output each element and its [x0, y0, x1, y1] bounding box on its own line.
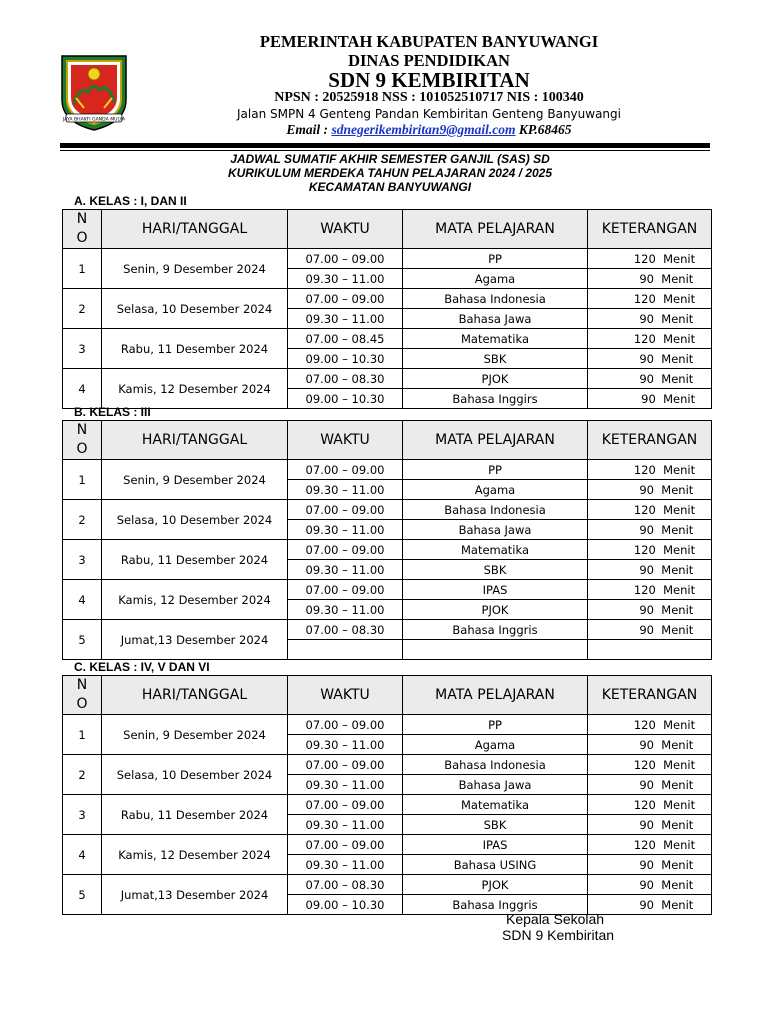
- cell-subject: Bahasa Inggirs: [403, 389, 588, 409]
- column-header-note: KETERANGAN: [588, 421, 712, 460]
- cell-subject: PP: [403, 460, 588, 480]
- cell-time: 07.00 – 09.00: [288, 460, 403, 480]
- cell-note: 90 Menit: [588, 875, 712, 895]
- cell-no: 1: [63, 715, 102, 755]
- cell-note: 90 Menit: [588, 600, 712, 620]
- cell-subject: Matematika: [403, 795, 588, 815]
- cell-subject: Bahasa Inggris: [403, 895, 588, 915]
- cell-note: 90 Menit: [588, 815, 712, 835]
- cell-time: 07.00 – 09.00: [288, 500, 403, 520]
- column-header-no: N O: [63, 210, 102, 249]
- cell-subject: IPAS: [403, 580, 588, 600]
- cell-no: 3: [63, 329, 102, 369]
- signature-school: SDN 9 Kembiritan: [502, 927, 615, 943]
- cell-note: 90 Menit: [588, 480, 712, 500]
- cell-note: 90 Menit: [588, 309, 712, 329]
- cell-time: 09.30 – 11.00: [288, 775, 403, 795]
- cell-subject: PJOK: [403, 369, 588, 389]
- cell-time: 07.00 – 09.00: [288, 835, 403, 855]
- cell-subject: PJOK: [403, 875, 588, 895]
- cell-time: 09.30 – 11.00: [288, 269, 403, 289]
- doc-title-line3: KECAMATAN BANYUWANGI: [308, 180, 472, 194]
- cell-note: 120 Menit: [588, 460, 712, 480]
- cell-no: 3: [63, 795, 102, 835]
- cell-no: 5: [63, 875, 102, 915]
- cell-time: 09.30 – 11.00: [288, 560, 403, 580]
- cell-subject: SBK: [403, 349, 588, 369]
- header-school-name: SDN 9 KEMBIRITAN: [328, 68, 530, 92]
- table-row: [63, 540, 712, 560]
- cell-date: Senin, 9 Desember 2024: [102, 715, 288, 755]
- cell-subject: Bahasa Jawa: [403, 775, 588, 795]
- cell-subject: Matematika: [403, 540, 588, 560]
- cell-no: 2: [63, 500, 102, 540]
- schedule-table-a: [62, 209, 712, 409]
- cell-time: 07.00 – 09.00: [288, 289, 403, 309]
- cell-note: 90 Menit: [588, 349, 712, 369]
- column-header-note: KETERANGAN: [588, 676, 712, 715]
- cell-no: 4: [63, 369, 102, 409]
- cell-time: 07.00 – 08.30: [288, 620, 403, 640]
- cell-time: 09.00 – 10.30: [288, 895, 403, 915]
- cell-subject: Bahasa Indonesia: [403, 500, 588, 520]
- column-header-time: WAKTU: [288, 421, 403, 460]
- cell-time: 07.00 – 08.30: [288, 875, 403, 895]
- cell-note: 120 Menit: [588, 715, 712, 735]
- table-row: [63, 795, 712, 815]
- column-header-subject: MATA PELAJARAN: [403, 421, 588, 460]
- cell-date: Selasa, 10 Desember 2024: [102, 500, 288, 540]
- cell-subject: Agama: [403, 735, 588, 755]
- cell-no: 2: [63, 289, 102, 329]
- doc-title-line2: KURIKULUM MERDEKA TAHUN PELAJARAN 2024 / 2025: [227, 166, 553, 180]
- cell-subject: Agama: [403, 480, 588, 500]
- table-row: [63, 835, 712, 855]
- doc-title-line1: JADWAL SUMATIF AKHIR SEMESTER GANJIL (SAS) SD: [230, 152, 550, 166]
- cell-time: 09.30 – 11.00: [288, 815, 403, 835]
- header-rule-thin: [60, 150, 710, 151]
- cell-note: 120 Menit: [588, 249, 712, 269]
- cell-note: 90 Menit: [588, 735, 712, 755]
- cell-note: 120 Menit: [588, 755, 712, 775]
- cell-subject: Bahasa Indonesia: [403, 755, 588, 775]
- cell-time: 07.00 – 09.00: [288, 795, 403, 815]
- cell-subject: IPAS: [403, 835, 588, 855]
- cell-time: 09.30 – 11.00: [288, 855, 403, 875]
- cell-time: 07.00 – 09.00: [288, 249, 403, 269]
- cell-no: 2: [63, 755, 102, 795]
- cell-subject: Bahasa USING: [403, 855, 588, 875]
- table-row: [63, 500, 712, 520]
- cell-date: Rabu, 11 Desember 2024: [102, 329, 288, 369]
- column-header-subject: MATA PELAJARAN: [403, 210, 588, 249]
- column-header-note: KETERANGAN: [588, 210, 712, 249]
- cell-date: Rabu, 11 Desember 2024: [102, 540, 288, 580]
- cell-no: 3: [63, 540, 102, 580]
- cell-note: 90 Menit: [588, 620, 712, 640]
- logo-motto: JAYA BHAKTI GANDA MULYA: [62, 117, 126, 123]
- cell-time: 07.00 – 09.00: [288, 715, 403, 735]
- cell-no: 4: [63, 835, 102, 875]
- table-row: [63, 329, 712, 349]
- table-row: [63, 460, 712, 480]
- cell-note: 120 Menit: [588, 580, 712, 600]
- cell-date: Rabu, 11 Desember 2024: [102, 795, 288, 835]
- table-header-row: [63, 210, 712, 249]
- cell-subject: Matematika: [403, 329, 588, 349]
- cell-note: 90 Menit: [588, 520, 712, 540]
- cell-time: 09.00 – 10.30: [288, 389, 403, 409]
- table-row: [63, 289, 712, 309]
- schedule-table-c: [62, 675, 712, 915]
- header-contact: [130, 122, 728, 138]
- table-row: [63, 755, 712, 775]
- cell-subject: Agama: [403, 269, 588, 289]
- cell-note: 120 Menit: [588, 795, 712, 815]
- cell-note: 90 Menit: [588, 895, 712, 915]
- cell-time: 07.00 – 09.00: [288, 540, 403, 560]
- cell-date: Selasa, 10 Desember 2024: [102, 289, 288, 329]
- table-row: [63, 875, 712, 895]
- cell-note: 120 Menit: [588, 835, 712, 855]
- cell-subject: PP: [403, 715, 588, 735]
- cell-time: 07.00 – 08.45: [288, 329, 403, 349]
- signature-title: Kepala Sekolah: [506, 911, 605, 927]
- cell-date: Senin, 9 Desember 2024: [102, 460, 288, 500]
- column-header-no: N O: [63, 421, 102, 460]
- cell-note: 120 Menit: [588, 329, 712, 349]
- cell-subject: SBK: [403, 815, 588, 835]
- header-government: PEMERINTAH KABUPATEN BANYUWANGI: [259, 32, 599, 51]
- cell-time: 09.00 – 10.30: [288, 349, 403, 369]
- cell-subject: SBK: [403, 560, 588, 580]
- email-label: Email :: [286, 122, 332, 137]
- cell-no: 5: [63, 620, 102, 660]
- column-header-day: HARI/TANGGAL: [102, 676, 288, 715]
- cell-time: 09.30 – 11.00: [288, 735, 403, 755]
- header-ids: NPSN : 20525918 NSS : 101052510717 NIS : 100340: [274, 90, 584, 105]
- cell-note: 90 Menit: [588, 369, 712, 389]
- cell-date: Kamis, 12 Desember 2024: [102, 369, 288, 409]
- column-header-time: WAKTU: [288, 676, 403, 715]
- cell-time: 09.30 – 11.00: [288, 309, 403, 329]
- email-link[interactable]: sdnegerikembiritan9@gmail.com: [331, 122, 516, 137]
- cell-time: [288, 640, 403, 660]
- cell-note: 90 Menit: [588, 855, 712, 875]
- column-header-day: HARI/TANGGAL: [102, 210, 288, 249]
- cell-subject: Bahasa Jawa: [403, 520, 588, 540]
- cell-subject: Bahasa Jawa: [403, 309, 588, 329]
- cell-subject: PP: [403, 249, 588, 269]
- cell-date: Kamis, 12 Desember 2024: [102, 835, 288, 875]
- column-header-time: WAKTU: [288, 210, 403, 249]
- section-label-a: A. KELAS : I, DAN II: [74, 194, 187, 208]
- cell-note: 90 Menit: [588, 389, 712, 409]
- cell-note: [588, 640, 712, 660]
- cell-note: 90 Menit: [588, 269, 712, 289]
- header-department: DINAS PENDIDIKAN: [348, 51, 510, 70]
- table-header-row: [63, 676, 712, 715]
- header-rule-thick: [60, 143, 710, 148]
- table-row: [63, 369, 712, 389]
- postal-code: KP.68465: [515, 122, 572, 137]
- column-header-subject: MATA PELAJARAN: [403, 676, 588, 715]
- cell-time: 07.00 – 09.00: [288, 580, 403, 600]
- cell-date: Selasa, 10 Desember 2024: [102, 755, 288, 795]
- header-address: Jalan SMPN 4 Genteng Pandan Kembiritan Genteng Banyuwangi: [237, 107, 621, 121]
- cell-subject: Bahasa Indonesia: [403, 289, 588, 309]
- section-label-c: C. KELAS : IV, V DAN VI: [74, 660, 210, 674]
- cell-subject: Bahasa Inggris: [403, 620, 588, 640]
- cell-time: 07.00 – 09.00: [288, 755, 403, 775]
- cell-date: Senin, 9 Desember 2024: [102, 249, 288, 289]
- cell-note: 120 Menit: [588, 500, 712, 520]
- table-row: [63, 620, 712, 640]
- column-header-day: HARI/TANGGAL: [102, 421, 288, 460]
- cell-note: 120 Menit: [588, 289, 712, 309]
- cell-subject: PJOK: [403, 600, 588, 620]
- cell-note: 90 Menit: [588, 775, 712, 795]
- regency-logo-icon: [58, 52, 130, 132]
- cell-time: 09.30 – 11.00: [288, 520, 403, 540]
- table-row: [63, 249, 712, 269]
- cell-date: Jumat,13 Desember 2024: [102, 875, 288, 915]
- column-header-no: N O: [63, 676, 102, 715]
- cell-subject: [403, 640, 588, 660]
- cell-no: 1: [63, 249, 102, 289]
- schedule-table-b: [62, 420, 712, 660]
- cell-no: 1: [63, 460, 102, 500]
- cell-time: 09.30 – 11.00: [288, 480, 403, 500]
- cell-time: 09.30 – 11.00: [288, 600, 403, 620]
- cell-date: Jumat,13 Desember 2024: [102, 620, 288, 660]
- table-row: [63, 715, 712, 735]
- cell-date: Kamis, 12 Desember 2024: [102, 580, 288, 620]
- table-header-row: [63, 421, 712, 460]
- cell-no: 4: [63, 580, 102, 620]
- table-row: [63, 580, 712, 600]
- cell-time: 07.00 – 08.30: [288, 369, 403, 389]
- section-label-b: B. KELAS : III: [74, 405, 151, 419]
- cell-note: 120 Menit: [588, 540, 712, 560]
- cell-note: 90 Menit: [588, 560, 712, 580]
